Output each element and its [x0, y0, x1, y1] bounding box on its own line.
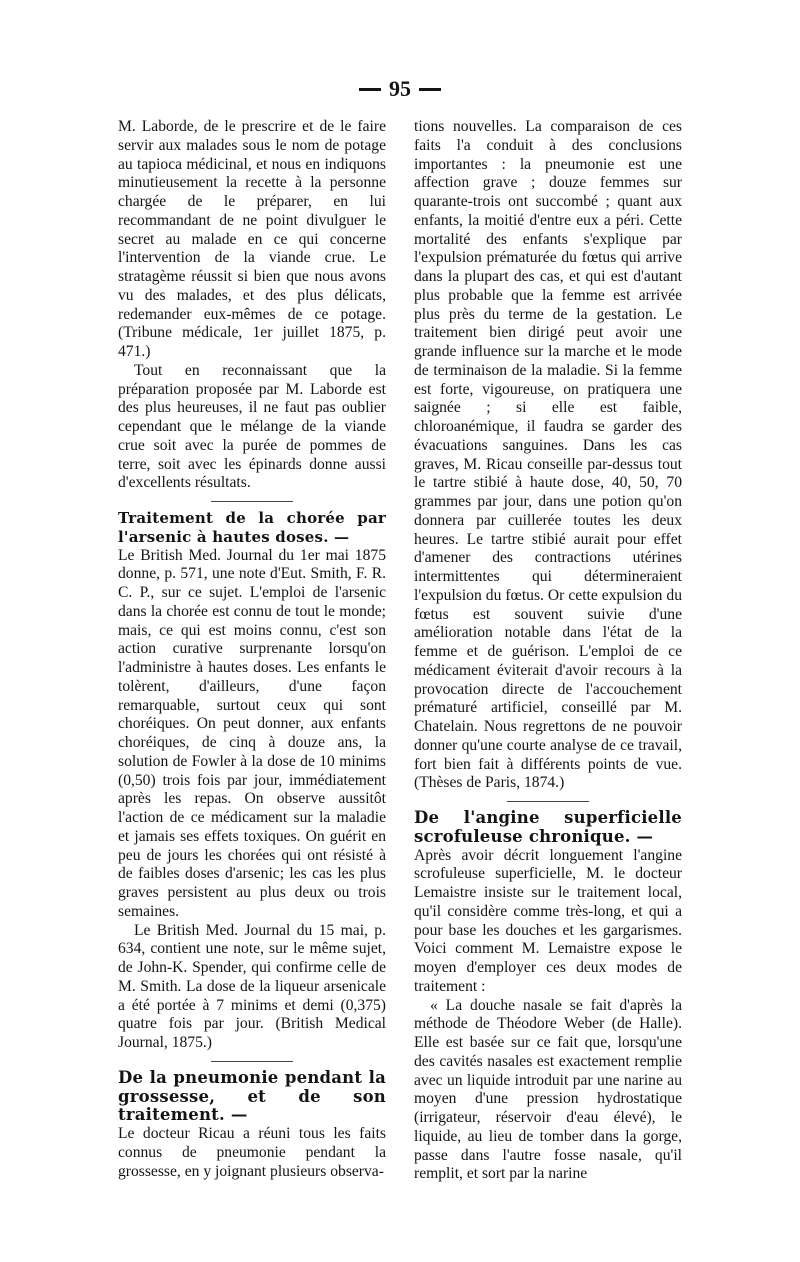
header-left-dash [359, 88, 381, 91]
right-column [414, 118, 682, 1184]
paragraph-angine-treatment: Après avoir décrit longuement l'angine scrofuleuse superficielle, M. le docteur Lemaistre insiste sur le traitement local, qu'il considère comme très-long, et qui a pour base les douches et les gargarismes. Voici comment M. Lemaistre expose le moyen d'employer ces deux modes de traitement : [414, 846, 682, 995]
header-right-dash [419, 88, 441, 91]
section-divider [211, 1061, 293, 1062]
left-column [118, 118, 386, 1181]
paragraph-spender-note: Le British Med. Journal du 15 mai, p. 634, contient une note, sur le même sujet, de John-K. Spender, qui confirme celle de M. Smith. La dose de la liqueur arsenicale a été portée à 7 minims et demi (0,375) quatre fois par jour. (British Medical Journal, 1875.) [118, 921, 386, 1051]
paragraph-douche-nasale: « La douche nasale se fait d'après la méthode de Théodore Weber (de Halle). Elle est basée sur ce fait que, lorsqu'une des cavités nasales est exactement remplie avec un liquide introduit par une narine au moyen d'une pression hydrostatique (irrigateur, réservoir d'eau élevé), le liquide, au lieu de tomber dans la gorge, passe dans l'autre fosse nasale, qu'il remplit, et sort par la narine [414, 996, 682, 1183]
paragraph-pneumonie-start: Le docteur Ricau a réuni tous les faits connus de pneumonie pendant la grossesse, en y joignant plusieurs observa- [118, 1125, 386, 1180]
paragraph-choree-arsenic: Le British Med. Journal du 1er mai 1875 donne, p. 571, une note d'Eut. Smith, F. R. C. P., sur ce sujet. L'emploi de l'arsenic dans la chorée est connu de tout le monde; mais, ce qui est moins connu, c'est son action curative surprenante lorsqu'on l'administre à hautes doses. Les enfants le tolèrent, d'ailleurs, d'une façon remarquable, surtout ceux qui sont choréiques. On peut donner, aux enfants choréiques, de cinq à douze ans, la solution de Fowler à la dose de 10 minims (0,50) trois fois par jour, immédiatement après les repas. On observe aussitôt l'action de ce médicament sur la maladie et jamais ses effets toxiques. On guérit en peu de jours les chorées qui ont résisté à de faibles doses d'arsenic; les cas les plus graves persistent au plus deux ou trois semaines. [118, 546, 386, 920]
page-number: 95 [389, 76, 411, 101]
paragraph-laborde-note: Tout en reconnaissant que la préparation proposée par M. Laborde est des plus heureuses, il ne faut pas oublier cependant que le mélange de la viande crue soit avec la purée de pommes de terre, soit avec les épinards donne aussi d'excellents résultats. [118, 361, 386, 492]
section-divider [211, 501, 293, 502]
page-header [0, 76, 800, 102]
heading-pneumonie-grossesse: De la pneumonie pendant la grossesse, et de son traitement. — [118, 1067, 386, 1125]
paragraph-laborde-end: M. Laborde, de le prescrire et de le faire servir aux malades sous le nom de potage au tapioca médicinal, et nous en indiquons minutieusement la recette à la personne chargée de le préparer, en lui recommandant de ne point divulguer le secret au malade en ce qui concerne l'intervention de la viande crue. Le stratagème réussit si bien que nous avons vu des malades, et des plus délicats, redemander eux-mêmes de ce potage. (Tribune médicale, 1er juillet 1875, p. 471.) [118, 118, 386, 360]
heading-angine-scrofuleuse: De l'angine superficielle scrofuleuse chronique. — [414, 808, 682, 846]
paragraph-pneumonie-cont: tions nouvelles. La comparaison de ces faits l'a conduit à des conclusions importantes : la pneumonie est une affection grave ; douze femmes sur quarante-trois ont succombé ; quant aux enfants, la moitié d'entre eux a péri. Cette mortalité des enfants s'explique par l'expulsion prématurée du fœtus qui arrive dans la plupart des cas, et qui est d'autant plus probable que la femme est arrivée plus près du terme de la gestation. Le traitement bien dirigé peut avoir une grande influence sur la marche et le mode de terminaison de la maladie. Si la femme est forte, vigoureuse, on pratiquera une saignée ; si elle est faible, chloroanémique, il faudra se garder des évacuations sanguines. Dans les cas graves, M. Ricau conseille par-dessus tout le tartre stibié à haute dose, 40, 50, 70 grammes par jour, dans une potion qu'on donnera par cuillerée toutes les deux heures. Le tartre stibié aurait pour effet d'amener des contractions utérines intermittentes qui détermineraient l'expulsion du fœtus. Or cette expulsion du fœtus est souvent suivie d'une amélioration notable dans l'état de la femme et de guérison. L'emploi de ce médicament éviterait d'avoir recours à la provocation directe de l'accouchement prématuré artificiel, conseillé par M. Chatelain. Nous regrettons de ne pouvoir donner qu'une courte analyse de ce travail, fort bien fait à différents points de vue. (Thèses de Paris, 1874.) [414, 118, 682, 792]
heading-choree-arsenic: Traitement de la chorée par l'arsenic à hautes doses. — [118, 509, 386, 546]
section-divider [507, 801, 589, 802]
